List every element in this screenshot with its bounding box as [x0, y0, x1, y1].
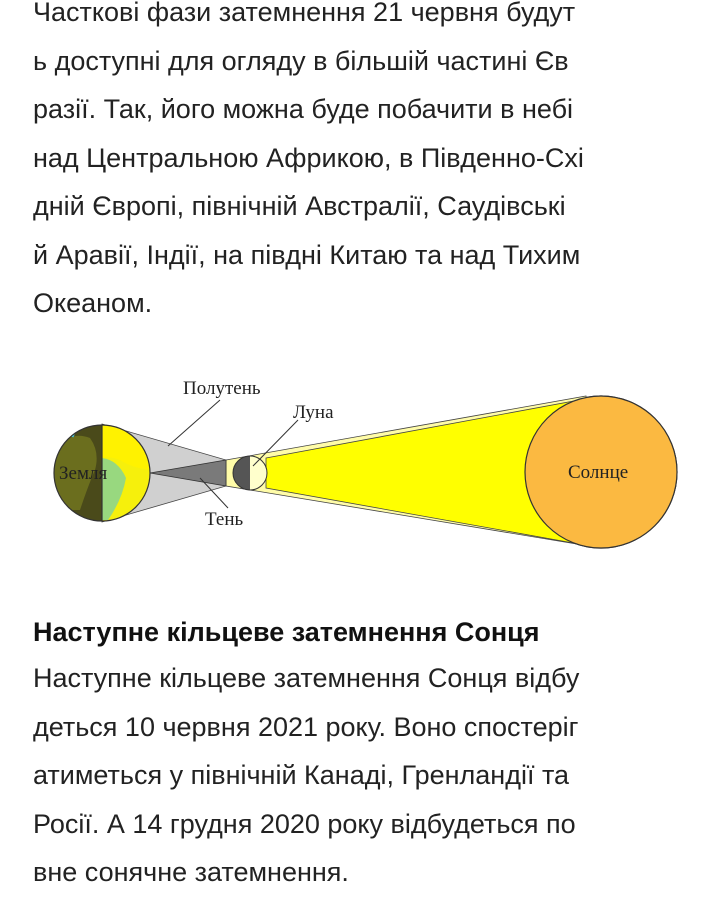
sun-label: Солнце	[568, 462, 629, 483]
text-line: над Центральною Африкою, в Південно-Схі	[33, 142, 584, 173]
section-heading: Наступне кільцеве затемнення Сонця	[33, 617, 540, 647]
text-line: й Аравії, Індії, на півдні Китаю та над Тихим	[33, 239, 581, 270]
text-line: Росії. А 14 грудня 2020 року відбудеться по	[33, 808, 576, 839]
penumbra-label: Полутень	[183, 378, 261, 399]
earth-label: Земля	[59, 463, 108, 484]
text-line: разії. Так, його можна буде побачити в небі	[33, 94, 574, 124]
umbra-label: Тень	[205, 509, 244, 530]
penumbra-pointer	[168, 400, 220, 446]
moon-label: Луна	[293, 402, 334, 423]
text-line: дній Європі, північній Австралії, Саудівські	[33, 191, 566, 221]
annular-eclipse-paragraph	[33, 654, 579, 897]
text-line: ь доступні для огляду в більшій частині Єв	[33, 45, 569, 76]
text-line: Наступне кільцеве затемнення Сонця відбу	[33, 663, 580, 693]
text-line: Океаном.	[33, 288, 153, 318]
solar-eclipse-diagram	[40, 360, 680, 560]
eclipse-visibility-paragraph	[33, 0, 584, 328]
text-line: вне сонячне затемнення.	[33, 857, 349, 887]
text-line: деться 10 червня 2021 року. Воно спостеріг	[33, 711, 579, 742]
text-line: атиметься у північній Канаді, Гренландії та	[33, 760, 570, 790]
text-line: Часткові фази затемнення 21 червня будут	[33, 0, 576, 27]
